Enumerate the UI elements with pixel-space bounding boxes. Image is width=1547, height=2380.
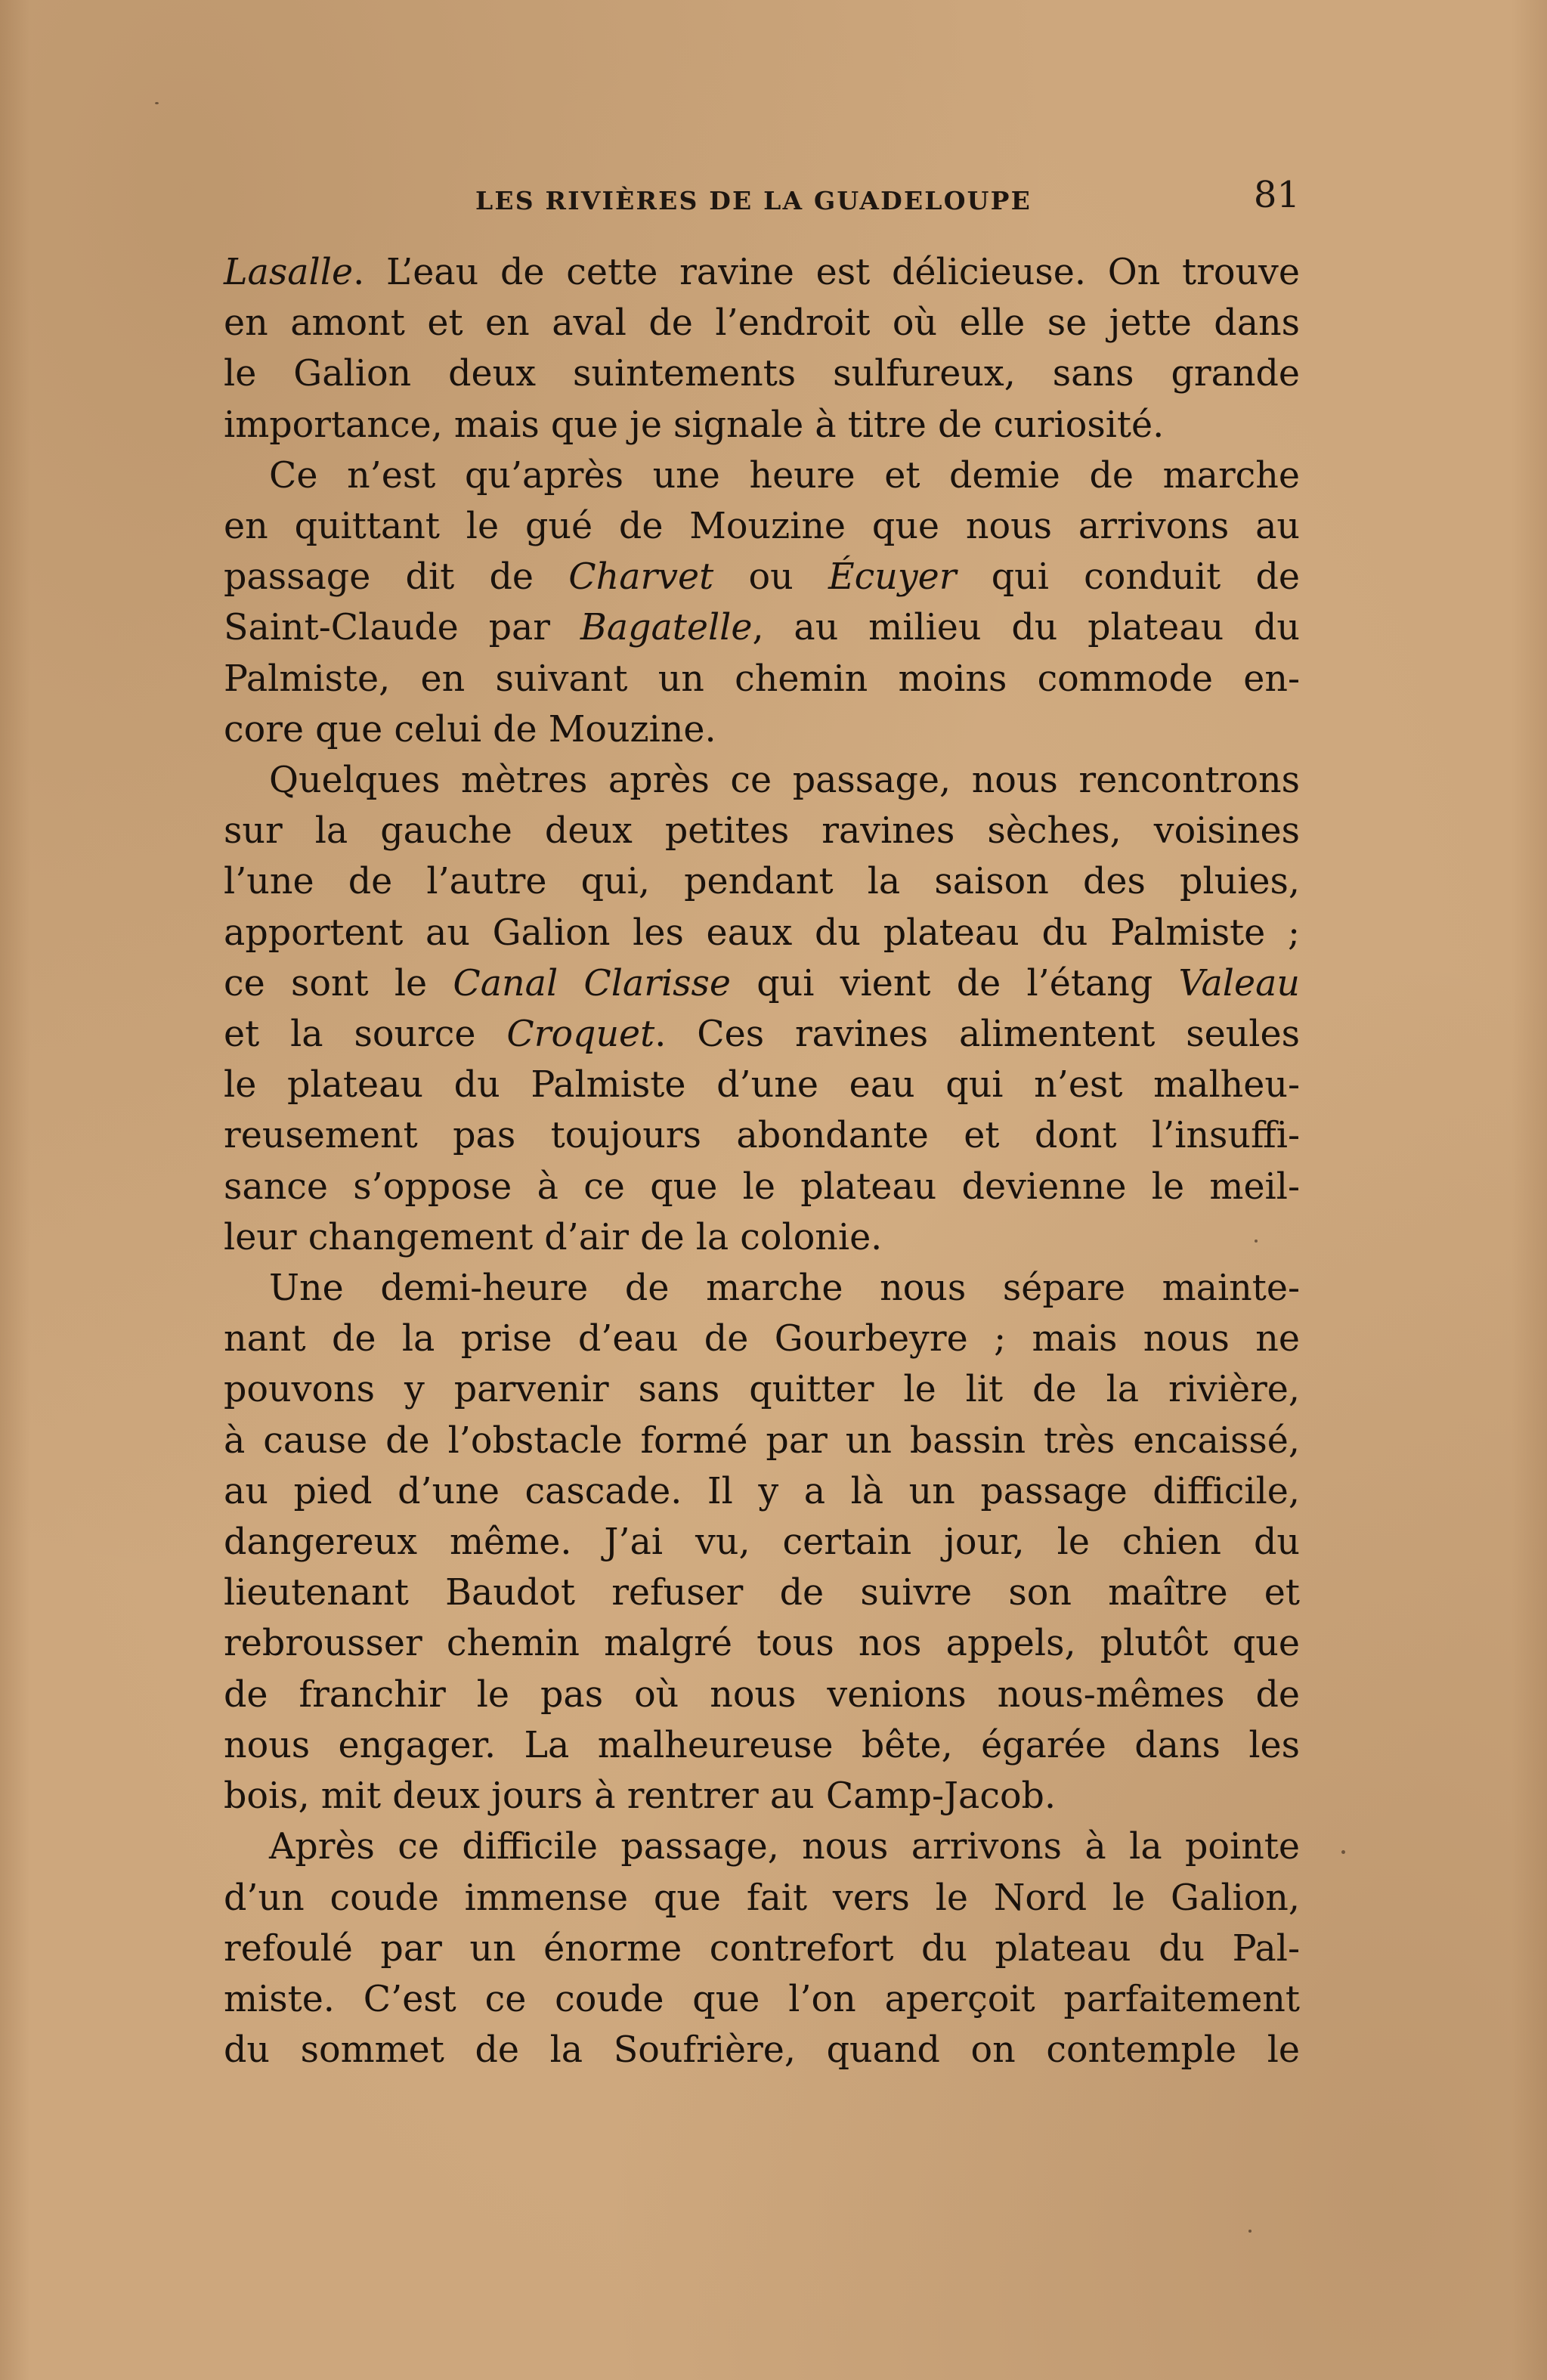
text-line: Lasalle. L’eau de cette ravine est délicieuse. On trouve bbox=[224, 252, 1300, 293]
text-line: Saint-Claude par Bagatelle, au milieu du plateau du bbox=[224, 607, 1300, 649]
text-line: ce sont le Canal Clarisse qui vient de l’étang Valeau bbox=[224, 962, 1301, 1004]
text-line: nous engager. La malheureuse bête, égarée dans les bbox=[224, 1724, 1300, 1766]
page-number: 81 bbox=[1253, 174, 1300, 216]
text-line: le plateau du Palmiste d’une eau qui n’est malheu- bbox=[224, 1064, 1300, 1106]
text-line: à cause de l’obstacle formé par un bassin très encaissé, bbox=[224, 1419, 1300, 1462]
text-line: reusement pas toujours abondante et dont l’insuffi- bbox=[224, 1115, 1300, 1157]
paper-speck bbox=[1255, 1240, 1258, 1243]
text-line: importance, mais que je signale à titre de curiosité. bbox=[224, 404, 1165, 446]
text-line: Ce n’est qu’après une heure et demie de marche bbox=[269, 454, 1300, 497]
text-line: passage dit de Charvet ou Écuyer qui conduit de bbox=[224, 556, 1300, 599]
text-line: d’un coude immense que fait vers le Nord le Galion, bbox=[224, 1877, 1300, 1919]
text-line: nant de la prise d’eau de Gourbeyre ; mais nous ne bbox=[224, 1318, 1300, 1360]
text-line: refoulé par un énorme contrefort du plateau du Pal- bbox=[224, 1927, 1300, 1970]
paper-speck bbox=[1248, 2230, 1252, 2233]
text-line: Une demi-heure de marche nous sépare mainte- bbox=[269, 1267, 1300, 1310]
text-line: Après ce difficile passage, nous arrivons à la pointe bbox=[269, 1826, 1300, 1868]
text-line: sur la gauche deux petites ravines sèches, voisines bbox=[224, 810, 1300, 853]
text-line: pouvons y parvenir sans quitter le lit de la rivière, bbox=[224, 1369, 1300, 1411]
body-text bbox=[224, 247, 1300, 2075]
text-line: Quelques mètres après ce passage, nous rencontrons bbox=[269, 760, 1300, 802]
text-line: bois, mit deux jours à rentrer au Camp-Jacob. bbox=[224, 1775, 1057, 1818]
text-line: de franchir le pas où nous venions nous-mêmes de bbox=[224, 1673, 1300, 1716]
text-line: en amont et en aval de l’endroit où elle se jette dans bbox=[224, 302, 1300, 345]
text-line: au pied d’une cascade. Il y a là un passage difficile, bbox=[224, 1470, 1300, 1512]
text-line: miste. C’est ce coude que l’on aperçoit parfaitement bbox=[224, 1978, 1300, 2020]
text-line: dangereux même. J’ai vu, certain jour, le chien du bbox=[224, 1521, 1300, 1564]
text-line: rebrousser chemin malgré tous nos appels, plutôt que bbox=[224, 1623, 1300, 1665]
paper-speck bbox=[155, 102, 159, 104]
text-line: Palmiste, en suivant un chemin moins commode en- bbox=[224, 658, 1300, 700]
text-line: le Galion deux suintements sulfureux, sans grande bbox=[224, 353, 1300, 395]
paper-speck bbox=[1341, 1850, 1345, 1854]
page-header bbox=[224, 172, 1300, 225]
text-line: et la source Croquet. Ces ravines alimentent seules bbox=[224, 1014, 1300, 1056]
text-line: lieutenant Baudot refuser de suivre son maître et bbox=[224, 1572, 1300, 1614]
running-title: LES RIVIÈRES DE LA GUADELOUPE bbox=[475, 186, 1032, 215]
text-line: core que celui de Mouzine. bbox=[224, 708, 716, 751]
text-line: du sommet de la Soufrière, quand on contemple le bbox=[224, 2029, 1300, 2072]
text-line: l’une de l’autre qui, pendant la saison des pluies, bbox=[224, 861, 1300, 903]
text-line: sance s’oppose à ce que le plateau devienne le meil- bbox=[224, 1165, 1300, 1208]
text-line: en quittant le gué de Mouzine que nous arrivons au bbox=[224, 506, 1300, 548]
text-line: apportent au Galion les eaux du plateau du Palmiste ; bbox=[224, 911, 1300, 954]
text-line: leur changement d’air de la colonie. bbox=[224, 1216, 883, 1258]
